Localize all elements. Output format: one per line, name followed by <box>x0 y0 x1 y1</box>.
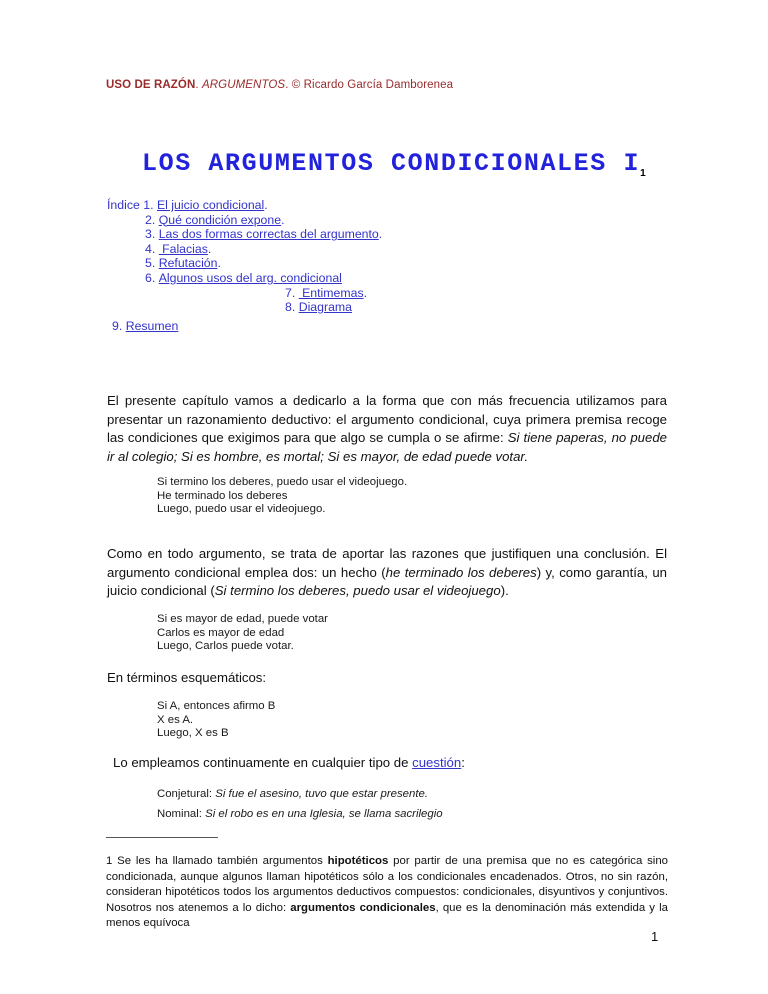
toc-trail-7: . <box>363 285 368 300</box>
footnote-bold-argumentos: argumentos condicionales <box>290 901 436 914</box>
example-label-nominal: Nominal: <box>157 808 206 820</box>
toc-row-3 <box>107 227 382 242</box>
paragraph-2-part-c: ). <box>500 583 509 599</box>
toc-row-1 <box>107 198 382 213</box>
page-number: 1 <box>651 929 659 944</box>
toc-link-resumen[interactable]: Resumen <box>125 318 179 333</box>
toc-link-las-dos-formas-correctas[interactable]: Las dos formas correctas del argumento <box>158 227 379 242</box>
table-of-contents <box>107 198 382 333</box>
paragraph-2-part-b: ) y, como garantía, un juicio condicional ( <box>107 564 667 599</box>
toc-trail-1: . <box>264 198 268 212</box>
toc-trail-2: . <box>281 212 285 227</box>
link-cuestion[interactable]: cuestión <box>412 755 462 770</box>
toc-link-entimemas[interactable]: Entimemas <box>298 285 364 300</box>
toc-row-2 <box>107 213 382 228</box>
example-line: Luego, puedo usar el videojuego. <box>157 503 326 516</box>
toc-link-falacias[interactable]: Falacias <box>158 241 208 256</box>
example-line: Luego, X es B <box>157 727 229 740</box>
paragraph-intro-examples: Si tiene paperas, no puede ir al colegio; Si es hombre, es mortal; Si es mayor, de edad puede votar. <box>107 430 667 464</box>
toc-trail-5: . <box>217 256 221 271</box>
example-block-esquema <box>157 700 275 741</box>
paragraph-intro-text: El presente capítulo vamos a dedicarlo a la forma que con más frecuencia utilizamos para presentar un razonamiento deductivo: el argumento condicional, cuya primera premisa recoge las condiciones que exigimos para que algo se cumpla o se afirme: <box>107 393 667 446</box>
footnote-part-d: , que es la denominación más extendida y la menos equívoca <box>106 901 668 930</box>
paragraph-como-en-todo <box>107 545 667 601</box>
toc-row-7 <box>107 286 382 301</box>
page-title <box>142 149 646 179</box>
example-block-tipos <box>157 784 443 824</box>
toc-number-8: 8. <box>285 300 296 315</box>
toc-row-6 <box>107 271 382 286</box>
toc-row-5 <box>107 256 382 271</box>
example-line-nominal <box>157 804 443 824</box>
example-italic-conjetural: Si fue el asesino, tuvo que estar presente. <box>215 788 429 800</box>
paragraph-intro <box>107 392 667 466</box>
toc-number-9: 9. <box>112 318 123 333</box>
paragraph-lo-empleamos <box>113 754 465 773</box>
footnote-text <box>106 854 668 931</box>
toc-trail-4: . <box>207 241 212 256</box>
paragraph-4-part-a: Lo empleamos continuamente en cualquier tipo de <box>113 755 413 770</box>
paragraph-2-italic-2: Si termino los deberes, puedo usar el videojuego <box>214 583 501 599</box>
toc-number-4: 4. <box>145 241 156 256</box>
toc-link-el-juicio-condicional[interactable]: El juicio condicional <box>156 198 265 212</box>
paragraph-2-italic-1: he terminado los deberes <box>385 564 537 580</box>
toc-number-6: 6. <box>145 270 156 285</box>
toc-link-algunos-usos[interactable]: Algunos usos del arg. condicional <box>158 270 342 285</box>
header-section: ARGUMENTOS <box>201 79 286 91</box>
footnote-part-c: por partir de una premisa que no es categórica sino condicionada, aunque algunos llaman hipotéticos sólo a los condicionales encadenados. Otros, no sin razón, consideran hipotéticos todos los argumentos deductivos compuestos: condicionales, disyuntivos y conjuntivos. Nosotros nos atenemos a lo dicho: <box>106 855 669 914</box>
paragraph-2-part-a: Como en todo argumento, se trata de aportar las razones que justifiquen una conclusión. El argumento condicional emplea dos: un hecho ( <box>107 546 667 580</box>
footnote-bold-hipoteticos: hipotéticos <box>327 855 389 868</box>
page-title-text: LOS ARGUMENTOS CONDICIONALES I <box>142 148 641 178</box>
toc-row-4 <box>107 242 382 257</box>
toc-row-9 <box>107 319 382 334</box>
example-line-conjetural <box>157 784 443 804</box>
example-block-carlos <box>157 613 328 654</box>
toc-number-5: 5. <box>145 256 156 271</box>
toc-number-7: 7. <box>285 285 296 300</box>
paragraph-4-part-b: : <box>461 755 465 770</box>
example-line: Luego, Carlos puede votar. <box>157 640 294 653</box>
example-line: Si termino los deberes, puedo usar el videojuego. <box>157 476 408 488</box>
toc-link-que-condicion-expone[interactable]: Qué condición expone <box>158 212 282 227</box>
footnote-reference: 1 <box>640 167 646 179</box>
example-block-videojuego <box>157 476 407 517</box>
toc-number-2: 2. <box>145 212 156 227</box>
toc-label: Índice <box>107 198 140 212</box>
running-header <box>106 79 453 91</box>
example-line: Si es mayor de edad, puede votar <box>157 613 328 625</box>
header-copyright: . © Ricardo García Damborenea <box>285 79 454 91</box>
toc-row-8 <box>107 300 382 315</box>
toc-trail-3: . <box>378 227 383 242</box>
paragraph-en-terminos <box>107 669 266 688</box>
example-line: Si A, entonces afirmo B <box>157 700 276 712</box>
example-label-conjetural: Conjetural: <box>157 788 216 800</box>
example-line: He terminado los deberes <box>157 489 288 502</box>
header-separator: . <box>195 79 202 91</box>
toc-link-refutacion[interactable]: Refutación <box>158 256 218 271</box>
example-line: Carlos es mayor de edad <box>157 626 285 639</box>
header-publication: USO DE RAZÓN <box>106 79 196 91</box>
paragraph-3-text: En términos esquemáticos: <box>107 670 267 685</box>
example-line: X es A. <box>157 713 194 726</box>
toc-number-3: 3. <box>145 227 156 242</box>
toc-link-diagrama[interactable]: Diagrama <box>298 300 352 315</box>
toc-number-1: 1. <box>143 198 154 212</box>
footnote-part-a: 1 Se les ha llamado también argumentos <box>106 855 328 868</box>
footnote-separator <box>106 837 218 838</box>
example-italic-nominal: Si el robo es en una Iglesia, se llama sacrilegio <box>205 808 443 820</box>
